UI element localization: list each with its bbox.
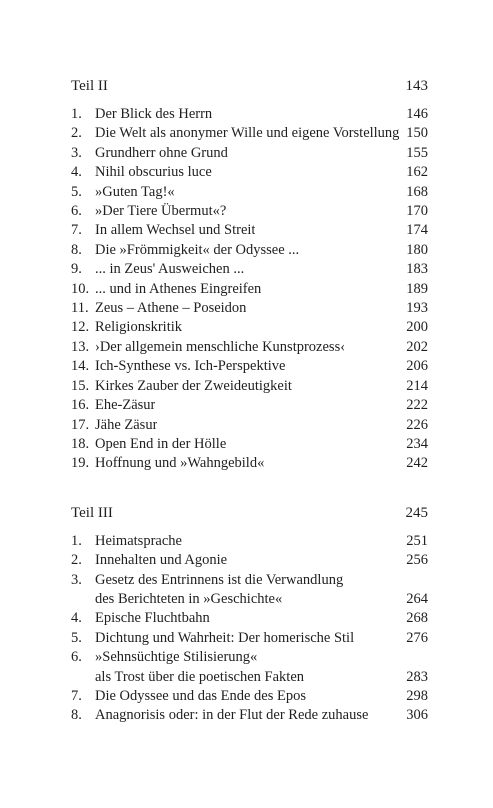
entry-page-number: 283 <box>406 668 428 685</box>
entry-page-number: 180 <box>406 241 428 258</box>
entry-number: 13. <box>71 338 90 355</box>
entry-page-number: 174 <box>406 222 428 239</box>
entry-body <box>95 318 428 337</box>
entry-page-number: 162 <box>406 164 428 181</box>
entry-body <box>95 687 428 706</box>
entry-line <box>95 609 428 628</box>
entry-line <box>95 668 428 687</box>
entry-page-number: 268 <box>406 610 428 627</box>
entry-number: 5. <box>71 183 82 200</box>
entry-line <box>95 318 428 337</box>
entry-line <box>95 377 428 396</box>
part-page-number: 245 <box>405 504 428 521</box>
toc-entry <box>71 454 428 473</box>
entry-title: Die »Frömmigkeit« der Odyssee ... <box>95 241 300 258</box>
entry-title: In allem Wechsel und Streit <box>95 222 256 239</box>
entry-body <box>95 609 428 628</box>
entry-page-number: 146 <box>406 106 428 122</box>
entry-line <box>95 260 428 279</box>
entry-number: 8. <box>71 707 82 724</box>
entry-page-number: 251 <box>406 532 428 549</box>
entry-number: 9. <box>71 261 82 278</box>
entry-line <box>95 706 428 725</box>
entry-number: 6. <box>71 649 82 666</box>
entry-body <box>95 241 428 260</box>
toc-entry <box>71 609 428 628</box>
entry-body <box>95 338 428 357</box>
entry-number: 12. <box>71 319 90 336</box>
entry-number: 14. <box>71 358 90 375</box>
entry-title: Jähe Zäsur <box>95 416 158 433</box>
toc-entry <box>71 299 428 318</box>
entry-title: Heimatsprache <box>95 532 182 549</box>
toc-entry <box>71 396 428 415</box>
toc-entry <box>71 163 428 182</box>
toc-entry <box>71 416 428 435</box>
entry-body <box>95 648 428 687</box>
entry-line <box>95 299 428 318</box>
entry-line <box>95 590 428 609</box>
entry-title-continued: als Trost über die poetischen Fakten <box>95 668 305 685</box>
entry-number: 5. <box>71 629 82 646</box>
entry-title: Die Welt als anonymer Wille und eigene Vorstellung <box>95 125 400 142</box>
entry-line <box>95 454 428 473</box>
entry-number: 8. <box>71 241 82 258</box>
entry-line <box>95 357 428 376</box>
entry-page-number: 242 <box>406 455 428 472</box>
entry-number: 18. <box>71 435 90 452</box>
entry-body <box>95 105 428 124</box>
toc-entry <box>71 435 428 454</box>
entry-page-number: 306 <box>406 707 428 724</box>
entry-title: »Der Tiere Übermut«? <box>95 203 227 220</box>
entry-line <box>95 571 428 590</box>
entry-page-number: 200 <box>406 319 428 336</box>
toc-entry <box>71 241 428 260</box>
toc-entry <box>71 532 428 551</box>
entry-title: Grundherr ohne Grund <box>95 144 228 161</box>
entry-line <box>95 241 428 260</box>
table-of-contents <box>71 77 428 726</box>
entry-body <box>95 299 428 318</box>
entry-title: Der Blick des Herrn <box>95 106 213 122</box>
entry-line <box>95 396 428 415</box>
part-page-number: 143 <box>405 78 428 94</box>
toc-entry <box>71 687 428 706</box>
entry-title: ... und in Athenes Eingreifen <box>95 280 262 297</box>
toc-entry <box>71 124 428 143</box>
entry-title: Gesetz des Entrinnens ist die Verwandlung <box>95 571 344 588</box>
entry-page-number: 155 <box>406 144 428 161</box>
entry-body <box>95 396 428 415</box>
toc-entry <box>71 221 428 240</box>
entry-body <box>95 221 428 240</box>
part-label: Teil II <box>71 78 108 94</box>
entry-page-number: 222 <box>406 397 428 414</box>
entry-title: ›Der allgemein menschliche Kunstprozess‹ <box>95 338 346 355</box>
entry-title: ... in Zeus' Ausweichen ... <box>95 261 245 278</box>
toc-entry <box>71 629 428 648</box>
entry-page-number: 202 <box>406 338 428 355</box>
entry-line <box>95 532 428 551</box>
entry-body <box>95 454 428 473</box>
entry-page-number: 256 <box>406 552 428 569</box>
entry-body <box>95 629 428 648</box>
entry-body <box>95 706 428 725</box>
entry-line <box>95 280 428 299</box>
entry-title: Epische Fluchtbahn <box>95 610 210 627</box>
entry-page-number: 206 <box>406 358 428 375</box>
entry-number: 2. <box>71 125 82 142</box>
entry-page-number: 168 <box>406 183 428 200</box>
entry-title: Die Odyssee und das Ende des Epos <box>95 687 307 704</box>
entry-body <box>95 377 428 396</box>
toc-entry <box>71 260 428 279</box>
toc-entry <box>71 280 428 299</box>
entry-number: 3. <box>71 571 82 588</box>
entry-line <box>95 183 428 202</box>
part-heading-teil-ii <box>71 77 428 96</box>
entry-line <box>95 144 428 163</box>
entry-list-teil-iii <box>71 532 428 726</box>
toc-entry <box>71 551 428 570</box>
entry-number: 3. <box>71 144 82 161</box>
entry-page-number: 189 <box>406 280 428 297</box>
toc-entry <box>71 377 428 396</box>
entry-number: 1. <box>71 106 82 122</box>
entry-body <box>95 357 428 376</box>
entry-title: Dichtung und Wahrheit: Der homerische Stil <box>95 629 355 646</box>
entry-number: 7. <box>71 687 82 704</box>
entry-title: Hoffnung und »Wahngebild« <box>95 455 265 472</box>
entry-body <box>95 571 428 610</box>
entry-title: Ich-Synthese vs. Ich-Perspektive <box>95 358 286 375</box>
entry-line <box>95 648 428 667</box>
entry-page-number: 234 <box>406 435 428 452</box>
entry-line <box>95 105 428 124</box>
entry-number: 17. <box>71 416 90 433</box>
entry-number: 4. <box>71 164 82 181</box>
entry-line <box>95 338 428 357</box>
entry-page-number: 193 <box>406 300 428 317</box>
entry-line <box>95 687 428 706</box>
entry-body <box>95 183 428 202</box>
toc-entry <box>71 706 428 725</box>
entry-number: 7. <box>71 222 82 239</box>
entry-line <box>95 629 428 648</box>
entry-title: Kirkes Zauber der Zweideutigkeit <box>95 377 292 394</box>
entry-page-number: 150 <box>406 125 428 142</box>
entry-body <box>95 144 428 163</box>
entry-number: 16. <box>71 397 90 414</box>
entry-title: Innehalten und Agonie <box>95 552 228 569</box>
toc-entry <box>71 202 428 221</box>
entry-page-number: 298 <box>406 687 428 704</box>
entry-number: 19. <box>71 455 90 472</box>
entry-number: 10. <box>71 280 90 297</box>
entry-number: 6. <box>71 203 82 220</box>
entry-body <box>95 260 428 279</box>
entry-body <box>95 124 428 143</box>
entry-title: Open End in der Hölle <box>95 435 227 452</box>
toc-entry <box>71 144 428 163</box>
entry-number: 15. <box>71 377 90 394</box>
entry-page-number: 183 <box>406 261 428 278</box>
entry-page-number: 276 <box>406 629 428 646</box>
entry-body <box>95 416 428 435</box>
entry-body <box>95 202 428 221</box>
toc-entry <box>71 648 428 687</box>
entry-title: Religionskritik <box>95 319 182 336</box>
entry-body <box>95 280 428 299</box>
entry-body <box>95 532 428 551</box>
entry-body <box>95 435 428 454</box>
entry-line <box>95 435 428 454</box>
entry-line <box>95 124 428 143</box>
entry-number: 11. <box>71 300 89 317</box>
entry-line <box>95 416 428 435</box>
entry-page-number: 264 <box>406 590 428 607</box>
entry-page-number: 170 <box>406 203 428 220</box>
part-label: Teil III <box>71 504 113 521</box>
entry-title: Zeus – Athene – Poseidon <box>95 300 247 317</box>
entry-page-number: 214 <box>406 377 428 394</box>
entry-number: 1. <box>71 532 82 549</box>
entry-title-continued: des Berichteten in »Geschichte« <box>95 590 283 607</box>
entry-title: »Sehnsüchtige Stilisierung« <box>95 649 258 666</box>
toc-entry <box>71 105 428 124</box>
entry-number: 4. <box>71 610 82 627</box>
entry-title: »Guten Tag!« <box>95 183 175 200</box>
entry-line <box>95 163 428 182</box>
toc-entry <box>71 318 428 337</box>
toc-entry <box>71 571 428 610</box>
entry-list-teil-ii <box>71 105 428 474</box>
entry-body <box>95 551 428 570</box>
entry-title: Nihil obscurius luce <box>95 164 212 181</box>
entry-body <box>95 163 428 182</box>
entry-title: Ehe-Zäsur <box>95 397 156 414</box>
toc-entry <box>71 357 428 376</box>
toc-entry <box>71 183 428 202</box>
entry-line <box>95 551 428 570</box>
entry-title: Anagnorisis oder: in der Flut der Rede zuhause <box>95 707 369 724</box>
section-gap <box>71 474 428 504</box>
part-heading-teil-iii <box>71 504 428 523</box>
entry-number: 2. <box>71 552 82 569</box>
entry-line <box>95 221 428 240</box>
toc-entry <box>71 338 428 357</box>
entry-page-number: 226 <box>406 416 428 433</box>
entry-line <box>95 202 428 221</box>
